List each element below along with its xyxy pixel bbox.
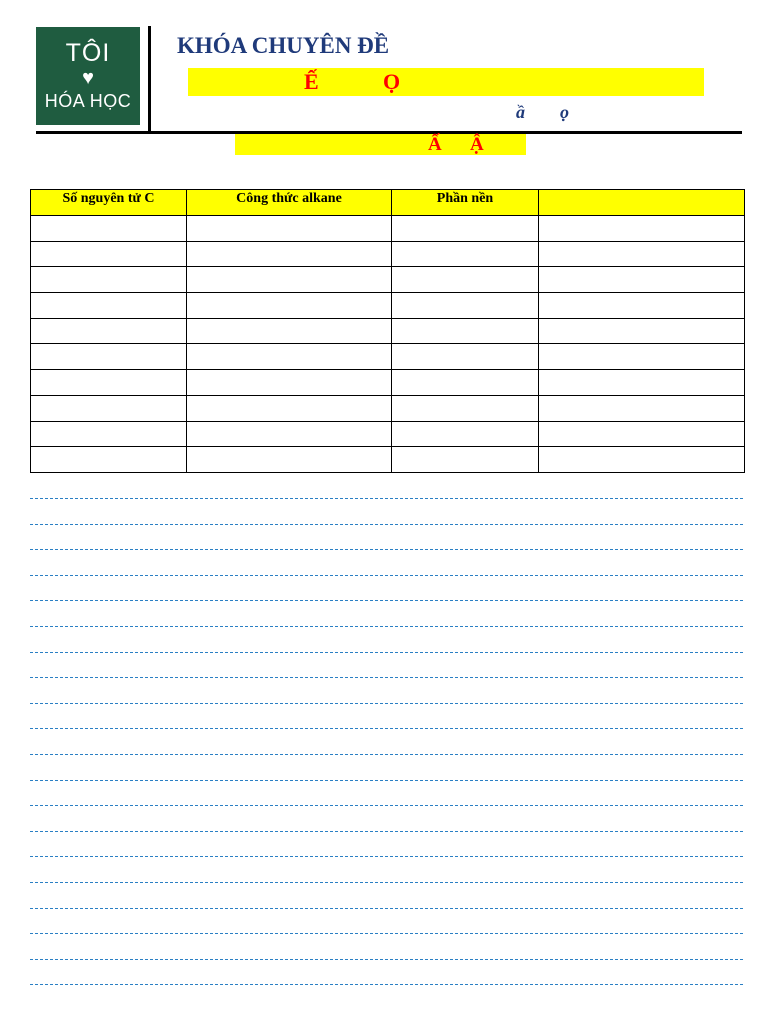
banner2-char-2: Ậ	[470, 134, 484, 155]
table-cell[interactable]	[31, 395, 187, 421]
table-cell[interactable]	[187, 421, 392, 447]
table-cell[interactable]	[187, 241, 392, 267]
writing-line	[30, 703, 743, 704]
table-cell[interactable]	[392, 241, 539, 267]
table-cell[interactable]	[187, 344, 392, 370]
table-cell[interactable]	[187, 216, 392, 242]
table-cell[interactable]	[539, 370, 745, 396]
table-row	[31, 370, 745, 396]
table-cell[interactable]	[31, 267, 187, 293]
writing-line	[30, 933, 743, 934]
banner2-char-1: Ấ	[428, 134, 442, 155]
table-cell[interactable]	[392, 447, 539, 473]
table-cell[interactable]	[392, 421, 539, 447]
table-cell[interactable]	[31, 293, 187, 319]
writing-line	[30, 984, 743, 985]
table-cell[interactable]	[392, 370, 539, 396]
alkane-table	[30, 189, 745, 473]
table-cell[interactable]	[187, 318, 392, 344]
column-header-empty	[539, 190, 745, 216]
table-cell[interactable]	[539, 216, 745, 242]
table-cell[interactable]	[539, 395, 745, 421]
writing-line	[30, 908, 743, 909]
table-row	[31, 216, 745, 242]
note-lines	[30, 498, 743, 1010]
table-cell[interactable]	[187, 370, 392, 396]
column-header-base-part: Phần nền	[392, 190, 539, 216]
banner-char-2: Ọ	[383, 69, 401, 94]
table-cell[interactable]	[187, 267, 392, 293]
topic-banner	[188, 68, 704, 96]
writing-line	[30, 498, 743, 499]
table-cell[interactable]	[31, 318, 187, 344]
table-cell[interactable]	[392, 318, 539, 344]
table-cell[interactable]	[539, 293, 745, 319]
logo	[36, 27, 140, 125]
table-row	[31, 241, 745, 267]
writing-line	[30, 856, 743, 857]
writing-line	[30, 959, 743, 960]
table-row	[31, 447, 745, 473]
table-row	[31, 344, 745, 370]
table-cell[interactable]	[31, 370, 187, 396]
table-cell[interactable]	[539, 447, 745, 473]
table-cell[interactable]	[31, 421, 187, 447]
table-cell[interactable]	[392, 293, 539, 319]
subtitle-char-2: ọ	[560, 102, 569, 122]
table-cell[interactable]	[392, 395, 539, 421]
writing-line	[30, 805, 743, 806]
table-row	[31, 421, 745, 447]
table-row	[31, 395, 745, 421]
level-banner	[235, 134, 526, 155]
logo-line1: TÔI	[65, 38, 111, 67]
table-cell[interactable]	[392, 267, 539, 293]
writing-line	[30, 728, 743, 729]
table-cell[interactable]	[187, 395, 392, 421]
writing-line	[30, 780, 743, 781]
writing-line	[30, 549, 743, 550]
writing-line	[30, 677, 743, 678]
writing-line	[30, 882, 743, 883]
logo-line2: HÓA HỌC	[44, 90, 132, 111]
subtitle-char-1: ầ	[516, 102, 525, 122]
column-header-alkane-formula: Công thức alkane	[187, 190, 392, 216]
table-cell[interactable]	[392, 344, 539, 370]
writing-line	[30, 652, 743, 653]
table-cell[interactable]	[539, 344, 745, 370]
table-cell[interactable]	[187, 447, 392, 473]
writing-line	[30, 626, 743, 627]
table-cell[interactable]	[539, 421, 745, 447]
table-row	[31, 318, 745, 344]
table-cell[interactable]	[31, 216, 187, 242]
table-cell[interactable]	[31, 344, 187, 370]
writing-line	[30, 524, 743, 525]
writing-line	[30, 600, 743, 601]
writing-line	[30, 575, 743, 576]
table-cell[interactable]	[392, 216, 539, 242]
table-cell[interactable]	[539, 241, 745, 267]
banner-char-1: Ế	[304, 69, 319, 94]
table-cell[interactable]	[31, 447, 187, 473]
writing-line	[30, 754, 743, 755]
heart-icon: ♥	[82, 66, 94, 89]
table-cell[interactable]	[187, 293, 392, 319]
table-cell[interactable]	[31, 241, 187, 267]
writing-line	[30, 831, 743, 832]
table-cell[interactable]	[539, 267, 745, 293]
table-row	[31, 293, 745, 319]
header-vertical-divider	[148, 26, 151, 132]
table-row	[31, 267, 745, 293]
table-header-row	[31, 190, 745, 216]
column-header-carbon-count: Số nguyên tử C	[31, 190, 187, 216]
table-cell[interactable]	[539, 318, 745, 344]
page-title: KHÓA CHUYÊN ĐỀ	[177, 33, 390, 58]
